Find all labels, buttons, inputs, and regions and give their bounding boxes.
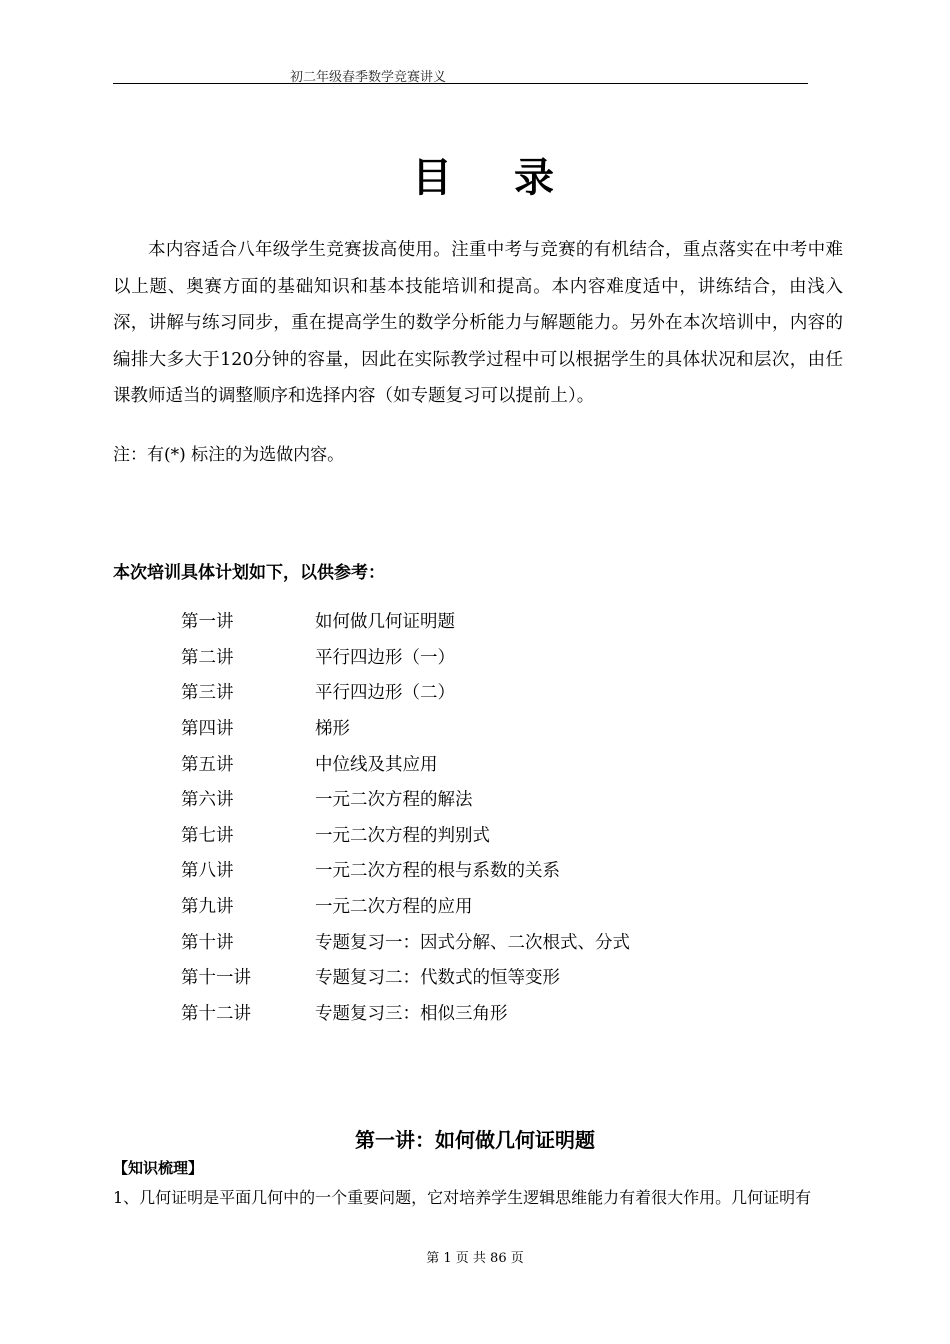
lecture-row	[181, 710, 630, 746]
lecture-topic: 专题复习三：相似三角形	[315, 1003, 508, 1024]
lecture-topic: 专题复习二：代数式的恒等变形	[315, 968, 560, 989]
lecture-number: 第九讲	[181, 897, 234, 918]
lecture-number: 第六讲	[181, 790, 234, 811]
lecture-row	[181, 639, 630, 675]
lecture-topic: 专题复习一：因式分解、二次根式、分式	[315, 932, 630, 953]
lecture-number: 第一讲	[181, 612, 234, 633]
lecture-topic: 梯形	[315, 719, 350, 740]
lecture-topic: 一元二次方程的判别式	[315, 825, 490, 846]
page-title: 目 录	[412, 154, 578, 201]
lecture-number: 第八讲	[181, 861, 234, 882]
lecture-row	[181, 603, 630, 639]
lecture-number: 第二讲	[181, 647, 234, 668]
section-paragraph: 1、几何证明是平面几何中的一个重要问题，它对培养学生逻辑思维能力有着很大作用。几何证明有	[113, 1188, 812, 1207]
running-header: 初二年级春季数学竞赛讲义	[290, 70, 447, 85]
lecture-number: 第十二讲	[181, 1003, 251, 1024]
lecture-list	[181, 603, 630, 1030]
lecture-topic: 平行四边形（一）	[315, 647, 455, 668]
lecture-row	[181, 817, 630, 853]
section-subheading: 【知识梳理】	[113, 1159, 204, 1177]
lecture-row	[181, 781, 630, 817]
lecture-row	[181, 995, 630, 1031]
section-title: 第一讲：如何做几何证明题	[355, 1128, 595, 1152]
page-footer: 第 1 页 共 86 页	[426, 1251, 524, 1266]
lecture-topic: 如何做几何证明题	[315, 612, 455, 633]
note-text: 注：有(*) 标注的为选做内容。	[113, 445, 345, 465]
lecture-number: 第三讲	[181, 683, 234, 704]
lecture-topic: 一元二次方程的应用	[315, 897, 473, 918]
lecture-topic: 中位线及其应用	[315, 754, 438, 775]
lecture-number: 第四讲	[181, 719, 234, 740]
lecture-topic: 一元二次方程的解法	[315, 790, 473, 811]
lecture-row	[181, 674, 630, 710]
lecture-topic: 平行四边形（二）	[315, 683, 455, 704]
lecture-row	[181, 959, 630, 995]
lecture-topic: 一元二次方程的根与系数的关系	[315, 861, 560, 882]
intro-paragraph: 本内容适合八年级学生竞赛拔高使用。注重中考与竞赛的有机结合，重点落实在中考中难以上题、奥赛方面的基础知识和基本技能培训和提高。本内容难度适中，讲练结合，由浅入深，讲解与练习同步，重在提高学生的数学分析能力与解题能力。另外在本次培训中，内容的编排大多大于120分钟的容量，因此在实际教学过程中可以根据学生的具体状况和层次，由任课教师适当的调整顺序和选择内容（如专题复习可以提前上）。	[113, 240, 843, 406]
lecture-number: 第五讲	[181, 754, 234, 775]
lecture-row	[181, 745, 630, 781]
lecture-row	[181, 923, 630, 959]
plan-heading: 本次培训具体计划如下，以供参考：	[113, 563, 385, 583]
lecture-row	[181, 888, 630, 924]
lecture-number: 第十一讲	[181, 968, 251, 989]
header-divider	[113, 83, 808, 84]
lecture-row	[181, 852, 630, 888]
lecture-number: 第十讲	[181, 932, 234, 953]
lecture-number: 第七讲	[181, 825, 234, 846]
